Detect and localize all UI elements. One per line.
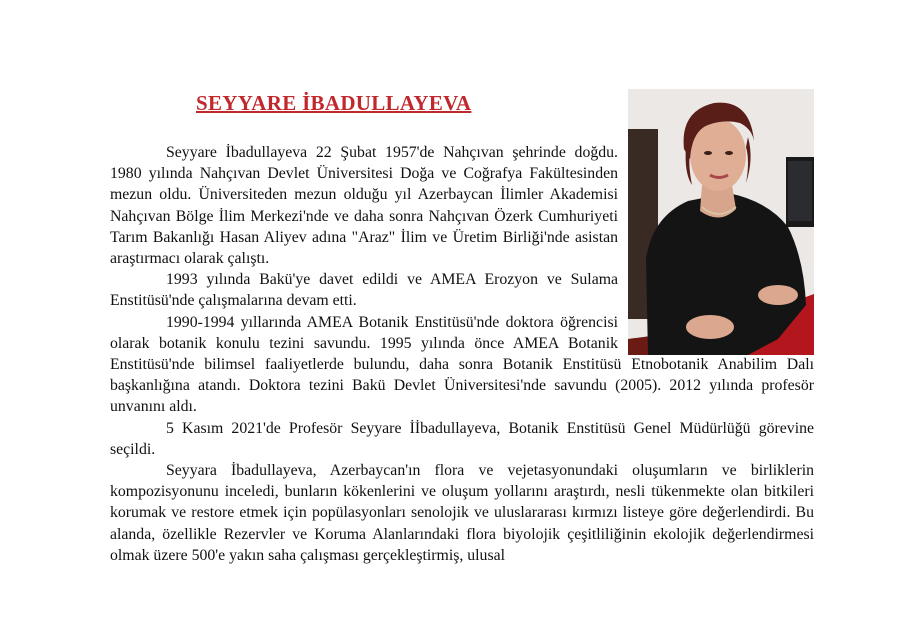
paragraph: 1990-1994 yıllarında AMEA Botanik Enstitüsü'nde doktora öğrencisi olarak botanik konulu tezini savundu. 1995 yılında önce AMEA Botanik Enstitüsü'nde bilimsel faaliyetlerde bulundu, daha sonra Botanik Enstitüsü Etnobotanik Anabilim Dalı başkanlığına atandı. Doktora tezini Bakü Devlet Üniversitesi'nde savundu (2005). 2012 yılında profesör unvanını aldı.	[110, 313, 814, 416]
paragraph: Seyyare İbadullayeva 22 Şubat 1957'de Nahçıvan şehrinde doğdu. 1980 yılında Nahçıvan Devlet Üniversitesi Doğa ve Coğrafya Fakültesinden mezun oldu. Üniversiteden mezun olduğu yıl Azerbaycan İlimler Akademisi Nahçıvan Bölge İlim Merkezi'nde ve daha sonra Nahçıvan Özerk Cumhuriyeti Tarım Bakanlığı Hasan Aliyev adına "Araz" İlim ve Üretim Birliği'nde asistan araştırmacı olarak çalıştı.	[110, 144, 618, 268]
photo-spacer	[618, 142, 814, 352]
paragraph: Seyyara İbadullayeva, Azerbaycan'ın flora ve vejetasyonundaki oluşumların ve birliklerin kompozisyonunu inceledi, bunların kökenlerini ve oluşum yollarını araştırdı, nesli tükenmekte olan bitkileri korumak ve restore etmek için popülasyonları senolojik ve uluslararası kırmızı listeye göre değerlendirdi. Bu alanda, özellikle Rezervler ve Koruma Alanlarındaki flora biyolojik çeşitliliğinin ekolojik değerlendirmesi olmak üzere 500'e yakın saha çalışması gerçekleştirmiş, ulusal	[110, 462, 814, 564]
paragraph: 5 Kasım 2021'de Profesör Seyyare İİbadullayeva, Botanik Enstitüsü Genel Müdürlüğü görevine seçildi.	[110, 419, 814, 458]
biography-text	[110, 142, 814, 566]
page-title: SEYYARE İBADULLAYEVA	[196, 91, 472, 115]
paragraph: 1993 yılında Bakü'ye davet edildi ve AMEA Erozyon ve Sulama Enstitüsü'nde çalışmalarına devam etti.	[110, 271, 618, 310]
